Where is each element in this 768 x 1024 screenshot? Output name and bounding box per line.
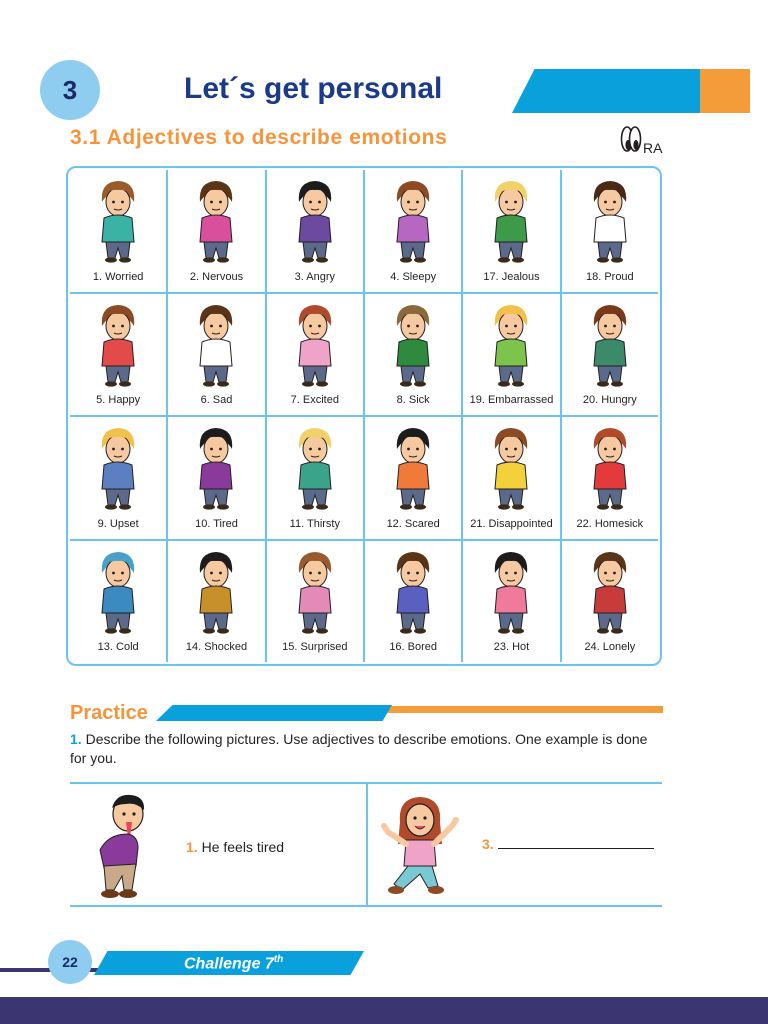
emotion-card	[267, 417, 363, 539]
emotion-label: 9. Upset	[97, 517, 139, 530]
tired-boy-illustration	[88, 790, 154, 902]
page-number: 22	[62, 954, 78, 970]
emotion-illustration	[580, 549, 640, 635]
book-title	[184, 954, 283, 973]
emotion-card	[168, 417, 264, 539]
instruction-number: 1.	[70, 731, 82, 747]
footer-bottom-band	[0, 997, 768, 1024]
emotion-illustration	[383, 549, 443, 635]
emotion-illustration	[383, 425, 443, 511]
emotion-card	[365, 170, 461, 292]
practice-instruction	[70, 730, 664, 768]
emotion-illustration	[186, 302, 246, 388]
book-title-sup: th	[273, 954, 284, 965]
emotion-card	[365, 294, 461, 416]
emotion-illustration	[481, 425, 541, 511]
emotion-card	[168, 541, 264, 663]
ra-label: RA	[643, 140, 663, 156]
practice-bar-blue	[156, 705, 392, 721]
header-banner-orange	[700, 69, 750, 113]
emotion-illustration	[383, 178, 443, 264]
emotion-illustration	[88, 302, 148, 388]
emotion-illustration	[580, 425, 640, 511]
emotion-illustration	[88, 425, 148, 511]
ra-eyes-icon	[620, 124, 642, 154]
emotion-illustration	[580, 178, 640, 264]
emotion-label: 19. Embarrassed	[469, 394, 554, 406]
emotion-label: 11. Thirsty	[289, 517, 340, 530]
emotion-label: 16. Bored	[389, 641, 438, 653]
emotion-illustration	[285, 178, 345, 264]
emotion-illustration	[481, 178, 541, 264]
emotion-label: 12. Scared	[386, 517, 440, 530]
emotion-card	[70, 170, 166, 292]
example-3	[482, 836, 654, 852]
emotion-label: 21. Disappointed	[470, 517, 553, 530]
emotion-illustration	[88, 549, 148, 635]
emotion-card	[70, 417, 166, 539]
emotion-label: 23. Hot	[493, 641, 530, 653]
emotion-card	[168, 170, 264, 292]
emotion-label: 4. Sleepy	[390, 270, 437, 283]
example-1	[186, 839, 284, 855]
emotion-illustration	[88, 178, 148, 264]
emotion-illustration	[186, 178, 246, 264]
emotion-illustration	[481, 549, 541, 635]
emotion-card	[562, 541, 658, 663]
emotion-label: 15. Surprised	[282, 641, 348, 653]
emotion-illustration	[580, 302, 640, 388]
unit-title: Let´s get personal	[184, 72, 443, 105]
emotion-label: 1. Worried	[92, 270, 144, 283]
emotion-label: 17. Jealous	[483, 270, 540, 283]
emotion-card	[463, 294, 559, 416]
emotion-illustration	[285, 425, 345, 511]
emotion-card	[463, 170, 559, 292]
example-1-answer: He feels tired	[201, 839, 285, 855]
emotion-card	[463, 417, 559, 539]
emotion-card	[365, 417, 461, 539]
header-banner-blue	[512, 69, 700, 113]
emotion-label: 2. Nervous	[189, 270, 244, 283]
emotion-card	[562, 170, 658, 292]
page-number-badge	[48, 940, 92, 984]
emotion-card	[463, 541, 559, 663]
section-title: 3.1 Adjectives to describe emotions	[70, 126, 448, 149]
emotion-label: 7. Excited	[290, 394, 339, 406]
instruction-text: Describe the following pictures. Use adjectives to describe emotions. One example is done for you.	[70, 731, 648, 766]
emotion-label: 5. Happy	[96, 394, 141, 406]
emotion-label: 8. Sick	[396, 394, 430, 406]
practice-heading: Practice	[70, 702, 148, 724]
emotion-label: 24. Lonely	[584, 641, 636, 653]
emotion-label: 6. Sad	[200, 394, 233, 406]
emotions-grid	[70, 170, 658, 662]
emotion-label: 18. Proud	[585, 270, 634, 283]
emotion-illustration	[285, 549, 345, 635]
example-3-number: 3.	[482, 836, 494, 852]
emotion-illustration	[186, 549, 246, 635]
unit-number-badge	[40, 60, 100, 120]
example-3-answer-blank[interactable]	[498, 836, 654, 849]
emotion-illustration	[285, 302, 345, 388]
emotion-card	[562, 294, 658, 416]
emotion-card	[267, 541, 363, 663]
example-1-number: 1.	[186, 839, 198, 855]
emotion-card	[70, 294, 166, 416]
unit-number: 3	[62, 74, 78, 105]
emotion-card	[70, 541, 166, 663]
emotions-vocabulary-panel	[66, 166, 662, 666]
emotion-label: 20. Hungry	[582, 394, 637, 406]
emotion-illustration	[186, 425, 246, 511]
emotion-label: 13. Cold	[97, 641, 139, 653]
book-title-text: Challenge 7	[184, 955, 274, 973]
emotion-label: 22. Homesick	[576, 517, 644, 530]
emotion-card	[365, 541, 461, 663]
emotion-label: 3. Angry	[294, 270, 335, 283]
emotion-card	[168, 294, 264, 416]
emotion-label: 14. Shocked	[185, 641, 248, 653]
practice-bar-orange	[386, 706, 663, 713]
exercise-divider	[366, 784, 368, 906]
emotion-illustration	[481, 302, 541, 388]
emotion-label: 10. Tired	[195, 517, 238, 530]
emotion-card	[562, 417, 658, 539]
excited-girl-illustration	[378, 792, 462, 900]
emotion-illustration	[383, 302, 443, 388]
emotion-card	[267, 170, 363, 292]
emotion-card	[267, 294, 363, 416]
